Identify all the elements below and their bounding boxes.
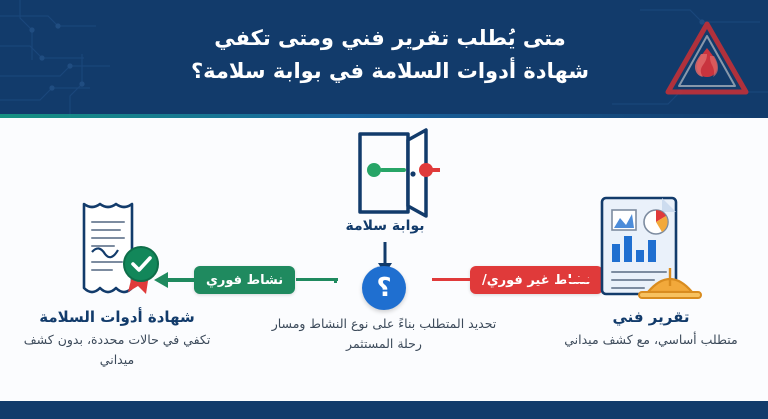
diagram-canvas [0, 118, 768, 419]
decision-question-mark: ؟ [362, 266, 406, 310]
result-subtitle-non-immediate: متطلب أساسي، مع كشف ميداني [564, 332, 738, 347]
certificate-with-seal-icon [62, 196, 172, 306]
result-title-immediate: شهادة أدوات السلامة [39, 308, 195, 326]
branch-pill-immediate: نشاط فوري [194, 266, 295, 294]
connector-red-horizontal [432, 278, 472, 281]
result-title-non-immediate: تقرير فني [612, 308, 690, 326]
title-line-2: شهادة أدوات السلامة في بوابة سلامة؟ [191, 58, 589, 83]
footer-bar [0, 401, 768, 419]
salama-flame-logo [664, 20, 750, 100]
decision-caption: تحديد المتطلب بناءً على نوع النشاط ومسار رحلة المستثمر [271, 316, 497, 351]
header-banner [0, 0, 768, 118]
result-subtitle-immediate: تكفي في حالات محددة، بدون كشف ميداني [23, 332, 211, 367]
open-door-icon [330, 126, 440, 221]
branch-pill-non-immediate: نشاط غير فوري/ [470, 266, 603, 294]
connector-green-horizontal [296, 278, 338, 281]
technical-report-with-helmet-icon [586, 192, 716, 308]
page-title [130, 22, 650, 87]
title-line-1: متى يُطلب تقرير فني ومتى تكفي [214, 26, 566, 50]
start-node-label: بوابة سلامة [345, 218, 425, 234]
